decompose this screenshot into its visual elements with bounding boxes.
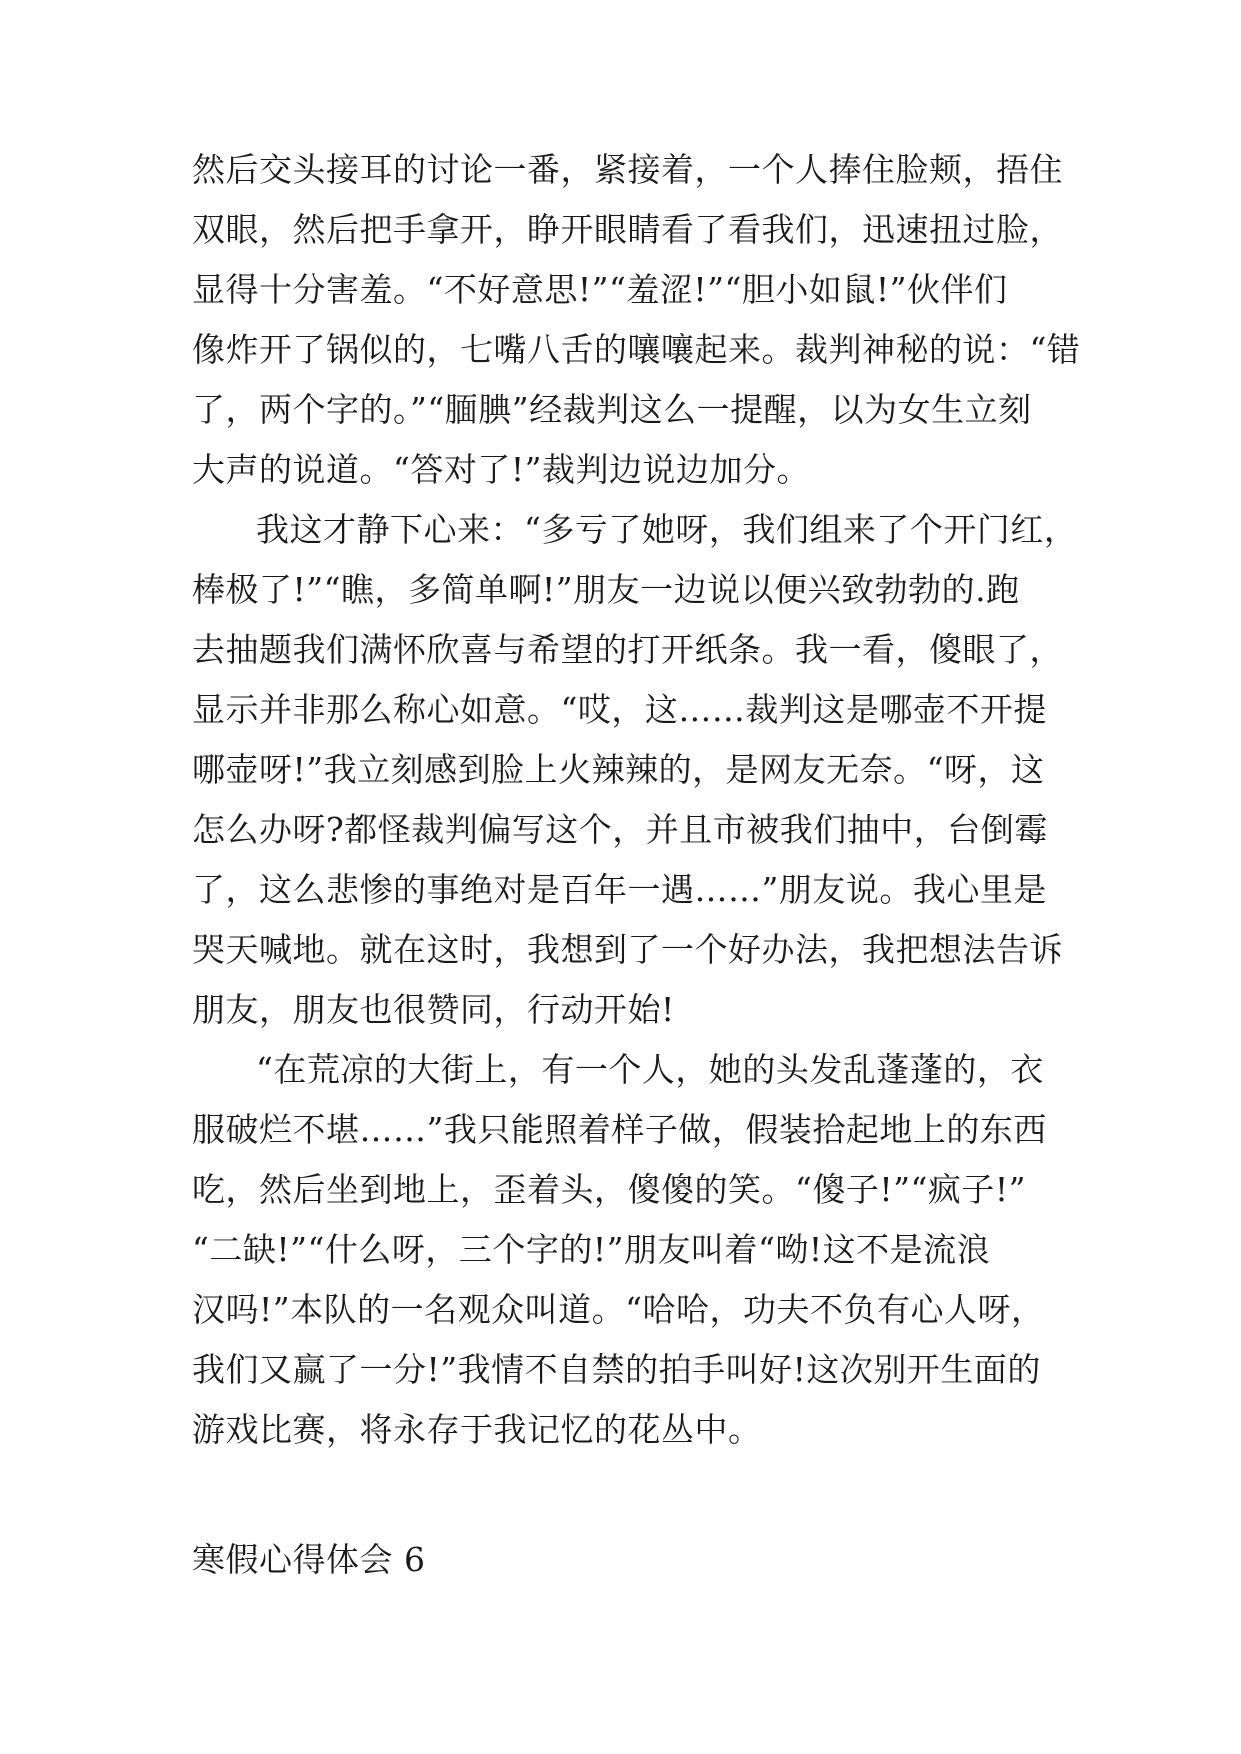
text-line: 双眼，然后把手拿开，睁开眼睛看了看我们，迅速扭过脸， [192, 210, 1063, 249]
text-line: 哪壶呀!”我立刻感到脸上火辣辣的，是网友无奈。“呀，这 [192, 750, 1045, 789]
text-line: 服破烂不堪……”我只能照着样子做，假装拾起地上的东西 [192, 1110, 1047, 1149]
text-line: 显得十分害羞。“不好意思!”“羞涩!”“胆小如鼠!”伙伴们 [192, 270, 1008, 309]
text-line: 大声的说道。“答对了!”裁判边说边加分。 [192, 450, 811, 489]
text-line: 了，两个字的。”“腼腆”经裁判这么一提醒，以为女生立刻 [192, 390, 1032, 429]
text-line: 哭天喊地。就在这时，我想到了一个好办法，我把想法告诉 [192, 930, 1063, 969]
section-heading: 寒假心得体会 6 [192, 1540, 426, 1579]
text-line: 像炸开了锅似的，七嘴八舌的嚷嚷起来。裁判神秘的说：“错 [192, 330, 1081, 369]
paragraph-first-line: 我这才静下心来：“多亏了她呀，我们组来了个开门红， [256, 510, 1078, 549]
text-line: “二缺!”“什么呀，三个字的!”朋友叫着“呦!这不是流浪 [192, 1230, 991, 1269]
text-line: 了，这么悲惨的事绝对是百年一遇……”朋友说。我心里是 [192, 870, 1047, 909]
paragraph-first-line: “在荒凉的大街上，有一个人，她的头发乱蓬蓬的，衣 [256, 1050, 1044, 1089]
text-line: 游戏比赛，将永存于我记忆的花丛中。 [192, 1410, 762, 1449]
text-line: 朋友，朋友也很赞同，行动开始! [192, 990, 675, 1029]
text-line: 吃，然后坐到地上，歪着头，傻傻的笑。“傻子!”“疯子!” [192, 1170, 1027, 1209]
text-line: 怎么办呀?都怪裁判偏写这个，并且市被我们抽中，台倒霉 [192, 810, 1048, 849]
text-line: 去抽题我们满怀欣喜与希望的打开纸条。我一看，傻眼了， [192, 630, 1063, 669]
text-line: 我们又赢了一分!”我情不自禁的拍手叫好!这次别开生面的 [192, 1350, 1041, 1389]
text-line: 显示并非那么称心如意。“哎，这……裁判这是哪壶不开提 [192, 690, 1047, 729]
text-line: 然后交头接耳的讨论一番，紧接着，一个人捧住脸颊，捂住 [192, 150, 1063, 189]
text-line: 棒极了!”“瞧，多简单啊!”朋友一边说以便兴致勃勃的.跑 [192, 570, 1020, 609]
text-line: 汉吗!”本队的一名观众叫道。“哈哈，功夫不负有心人呀， [192, 1290, 1045, 1329]
